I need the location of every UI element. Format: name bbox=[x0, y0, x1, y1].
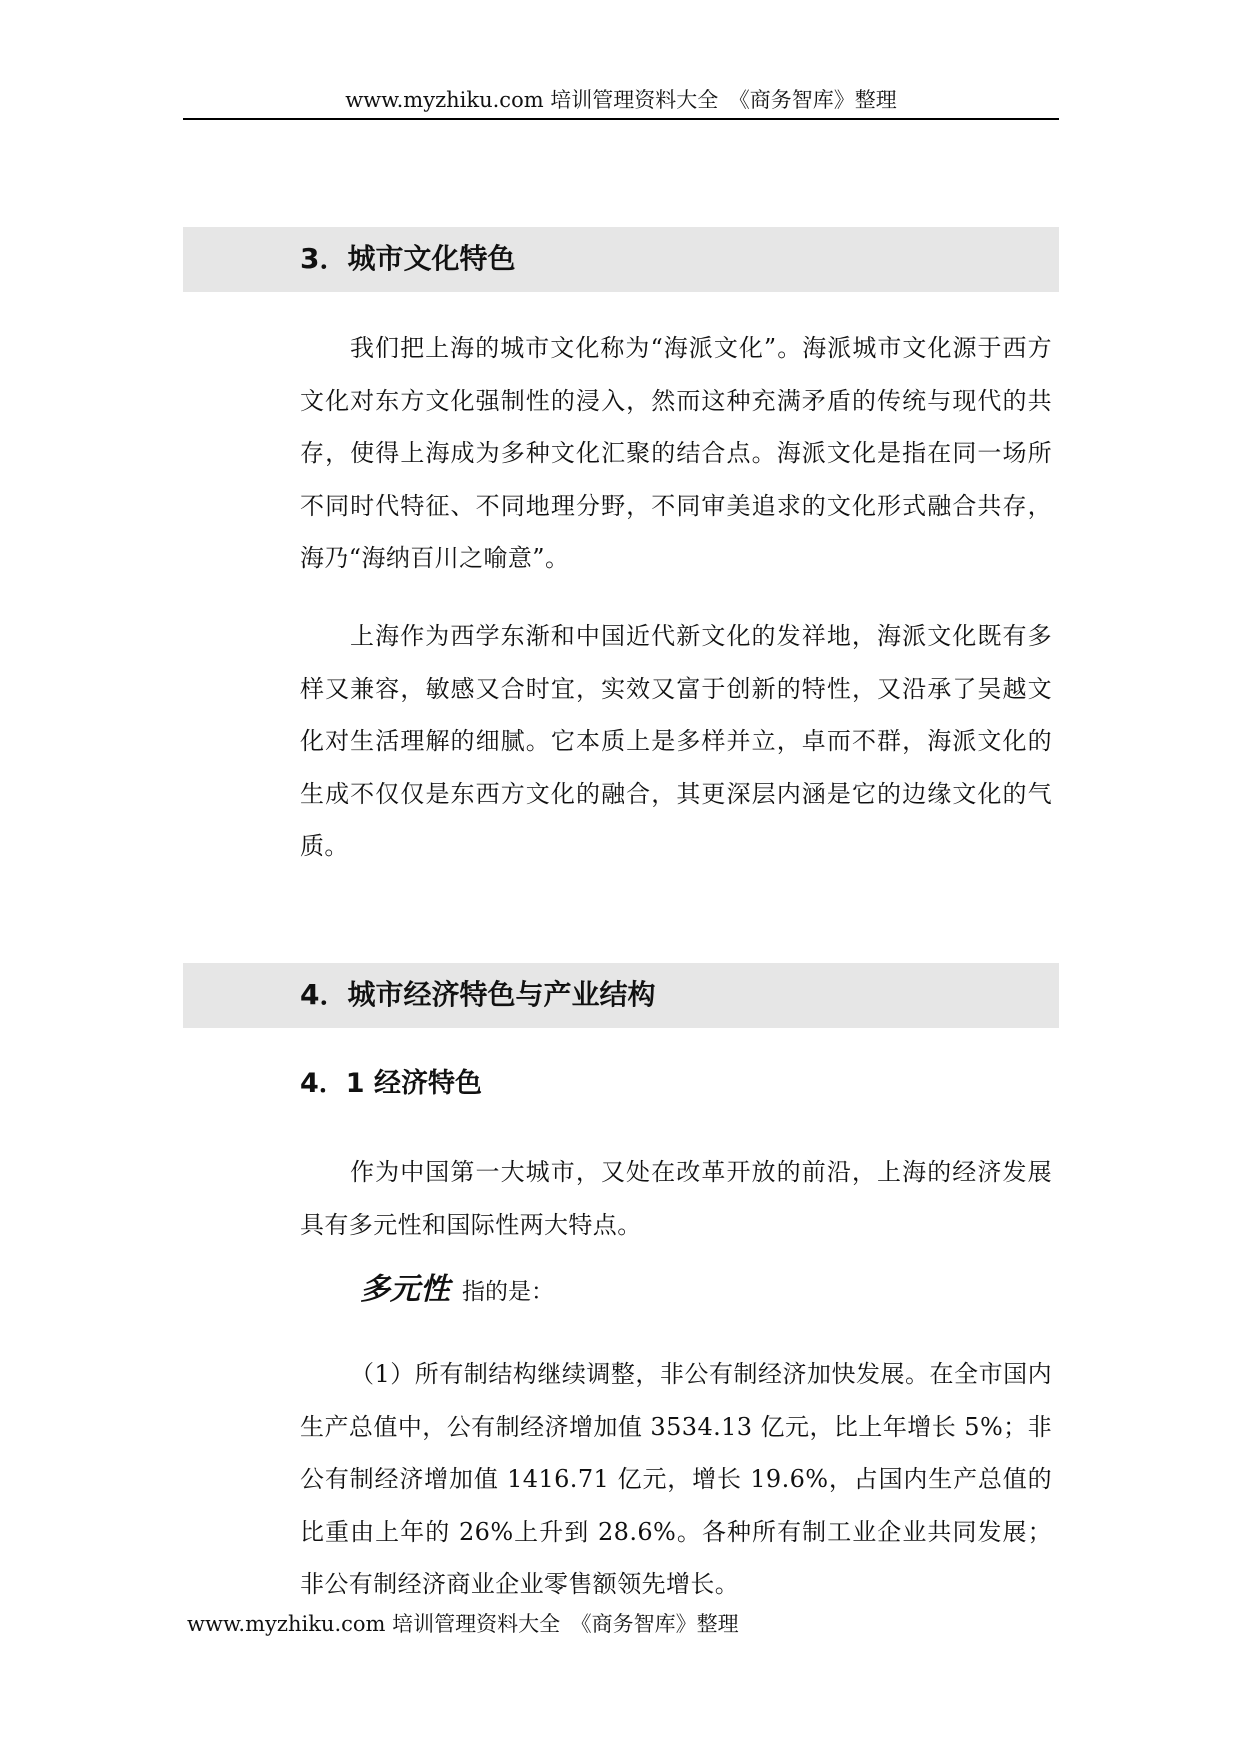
section-3-paragraph-2: 上海作为西学东渐和中国近代新文化的发祥地，海派文化既有多样又兼容，敏感又合时宜，实效又富于创新的特性，又沿承了吴越文化对生活理解的细腻。它本质上是多样并立，卓而不群，海派文化的生成不仅仅是东西方文化的融合，其更深层内涵是它的边缘文化的气质。 bbox=[300, 622, 1052, 860]
diversity-keyword: 多元性 bbox=[360, 1272, 450, 1307]
subsection-4-1-intro: 作为中国第一大城市，又处在改革开放的前沿，上海的经济发展具有多元性和国际性两大特点。 bbox=[300, 1158, 1052, 1239]
diversity-lead-text: 指的是： bbox=[462, 1279, 554, 1305]
page-header: www.myzhiku.com 培训管理资料大全 《商务智库》整理 bbox=[183, 86, 1059, 120]
section-3-paragraph-1: 我们把上海的城市文化称为“海派文化”。海派城市文化源于西方文化对东方文化强制性的浸入，然而这种充满矛盾的传统与现代的共存，使得上海成为多种文化汇聚的结合点。海派文化是指在同一场所不同时代特征、不同地理分野，不同审美追求的文化形式融合共存，海乃“海纳百川之喻意”。 bbox=[300, 334, 1052, 572]
subsection-4-1-title: 4．1 经济特色 bbox=[300, 1068, 482, 1099]
ownership-structure-item: （1）所有制结构继续调整，非公有制经济加快发展。在全市国内生产总值中，公有制经济增加值 3534.13 亿元，比上年增长 5%；非公有制经济增加值 1416.71 亿元，增长 19.6%，占国内生产总值的比重由上年的 26%上升到 28.6%。各种所有制工业企业共同发展；非公有制经济商业企业零售额领先增长。 bbox=[300, 1360, 1052, 1598]
diversity-lead bbox=[360, 1264, 554, 1308]
page-footer: www.myzhiku.com 培训管理资料大全 《商务智库》整理 bbox=[187, 1612, 739, 1636]
section-3-title: 3．城市文化特色 bbox=[300, 242, 516, 275]
section-3-heading-bar bbox=[183, 227, 1059, 292]
section-4-heading-bar bbox=[183, 963, 1059, 1028]
section-4-title: 4．城市经济特色与产业结构 bbox=[300, 978, 656, 1011]
